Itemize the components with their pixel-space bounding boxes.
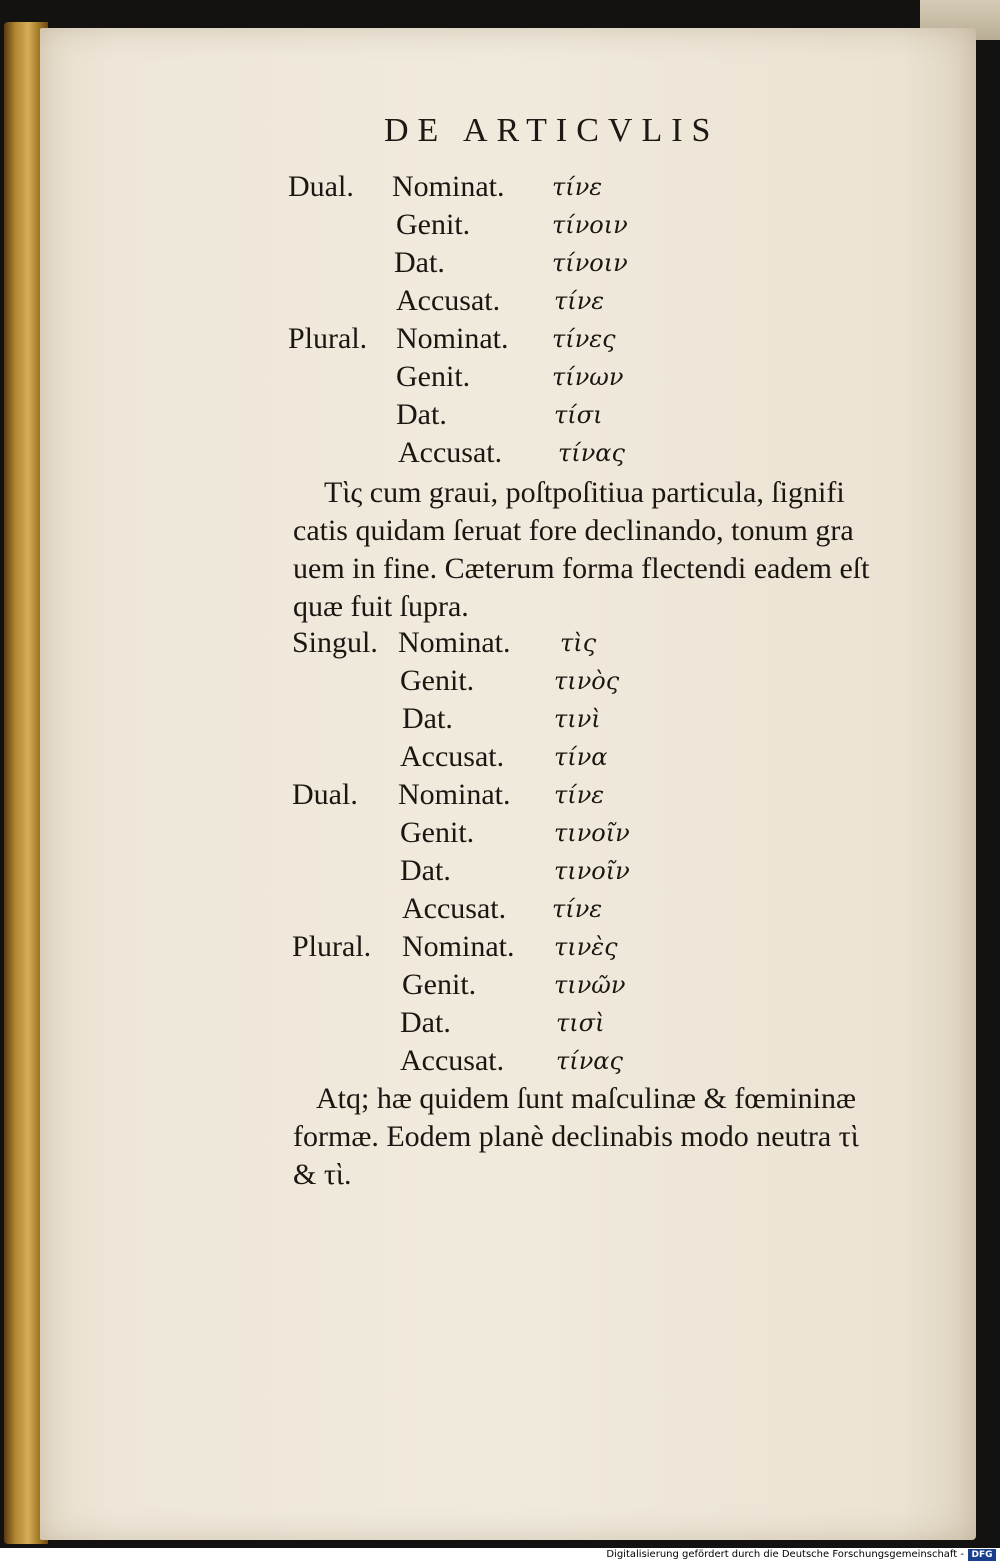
paragraph-line: uem in fine. Cæterum forma flectendi eadem eſt (293, 552, 870, 585)
greek-form: τινὶ (554, 705, 601, 733)
greek-form: τινοῖν (554, 857, 630, 885)
case-label: Dat. (400, 854, 451, 887)
case-label: Dat. (396, 398, 447, 431)
case-label: Nominat. (402, 930, 515, 963)
case-label: Accusat. (398, 436, 503, 469)
greek-form: τίνας (556, 1047, 623, 1075)
greek-form: τίνε (554, 781, 605, 809)
greek-form: τίνε (552, 895, 603, 923)
case-label: Dat. (394, 246, 445, 279)
case-label: Genit. (402, 968, 477, 1001)
greek-form: τίνοιν (552, 211, 628, 239)
case-label: Nominat. (398, 778, 511, 811)
greek-form: τίνων (552, 363, 624, 391)
case-label: Nominat. (396, 322, 509, 355)
digitization-credit: Digitalisierung gefördert durch die Deutsche Forschungsgemeinschaft - (0, 1548, 1000, 1562)
greek-form: τισὶ (556, 1009, 605, 1037)
greek-form: τίνε (552, 173, 603, 201)
greek-form: τίσι (554, 401, 603, 429)
paragraph-line: Τὶς cum graui, poſtpoſitiua particula, ſignifi (324, 476, 845, 509)
case-label: Accusat. (400, 740, 505, 773)
greek-form: τινὸς (554, 667, 620, 695)
greek-form: τινοῖν (554, 819, 630, 847)
case-label: Nominat. (392, 170, 505, 203)
case-label: Nominat. (398, 626, 511, 659)
number-label: Dual. (292, 778, 358, 811)
case-label: Genit. (396, 208, 471, 241)
number-label: Plural. (292, 930, 372, 963)
greek-form: τὶς (560, 629, 597, 657)
greek-form: τινὲς (554, 933, 618, 961)
number-label: Dual. (288, 170, 354, 203)
running-header: DE ARTICVLIS (384, 112, 720, 149)
greek-form: τίνε (554, 287, 605, 315)
case-label: Genit. (400, 664, 475, 697)
case-label: Accusat. (396, 284, 501, 317)
greek-form: τίνες (552, 325, 616, 353)
greek-form: τίνοιν (552, 249, 628, 277)
paragraph-line: & τὶ. (293, 1158, 352, 1191)
paragraph-line: quæ fuit ſupra. (293, 590, 469, 623)
case-label: Genit. (400, 816, 475, 849)
greek-form: τινῶν (554, 971, 626, 999)
paragraph-line: formæ. Eodem planè declinabis modo neutra τὶ (293, 1120, 859, 1153)
case-label: Dat. (400, 1006, 451, 1039)
case-label: Genit. (396, 360, 471, 393)
dfg-logo: DFG (968, 1549, 996, 1561)
paragraph-line: catis quidam ſeruat fore declinando, tonum gra (293, 514, 854, 547)
case-label: Accusat. (400, 1044, 505, 1077)
case-label: Accusat. (402, 892, 507, 925)
case-label: Dat. (402, 702, 453, 735)
number-label: Plural. (288, 322, 368, 355)
number-label: Singul. (292, 626, 378, 659)
greek-form: τίνας (558, 439, 625, 467)
greek-form: τίνα (554, 743, 608, 771)
paragraph-line: Atq; hæ quidem ſunt maſculinæ & fœmininæ (316, 1082, 856, 1115)
